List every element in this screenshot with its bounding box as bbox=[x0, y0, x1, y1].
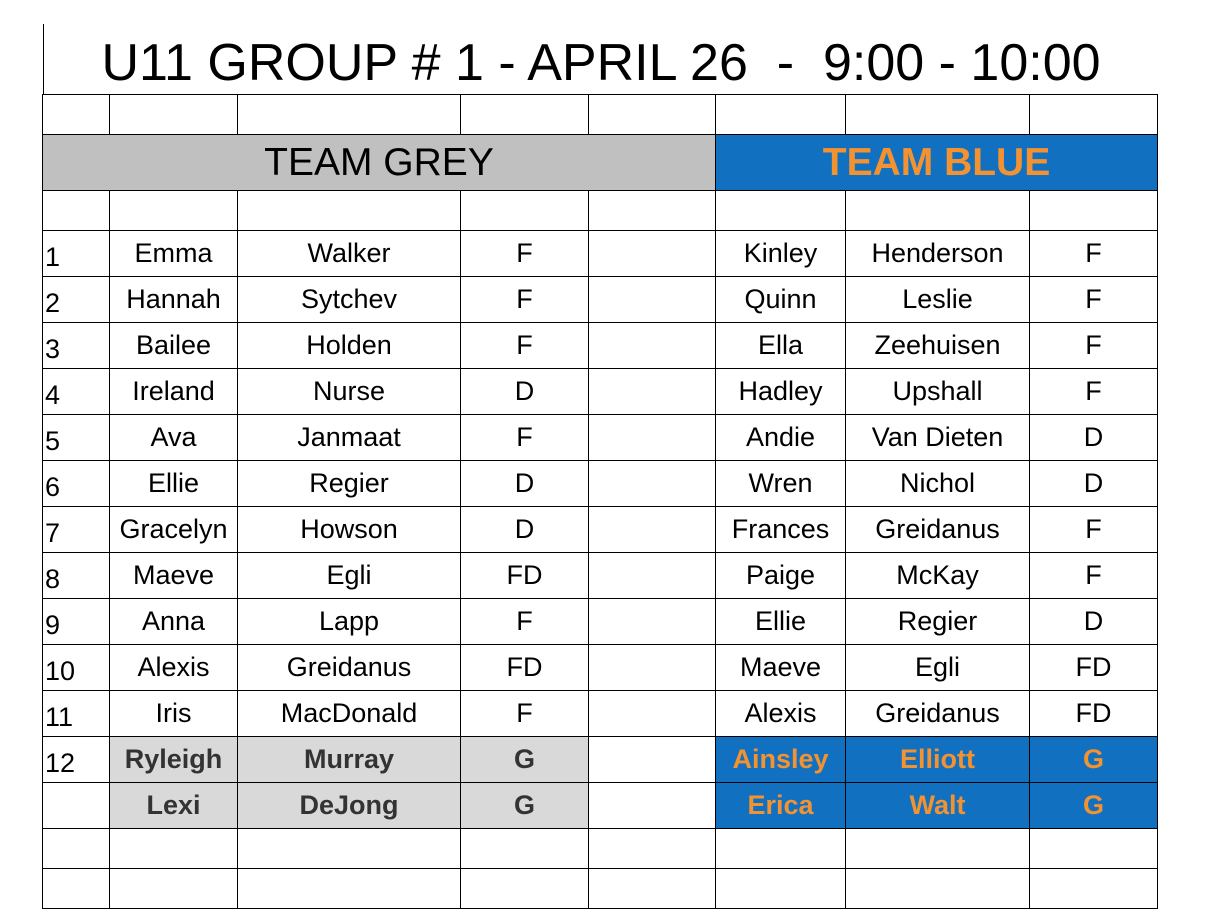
grey-position[interactable]: F bbox=[461, 599, 589, 645]
blue-last-name[interactable]: Regier bbox=[846, 599, 1030, 645]
empty-cell[interactable] bbox=[589, 323, 716, 369]
grey-last-name[interactable]: DeJong bbox=[238, 783, 461, 829]
empty-cell[interactable] bbox=[589, 231, 716, 277]
empty-cell[interactable] bbox=[589, 369, 716, 415]
row-number[interactable]: 10 bbox=[43, 645, 110, 691]
grey-first-name[interactable]: Ryleigh bbox=[110, 737, 238, 783]
blue-first-name[interactable]: Andie bbox=[716, 415, 846, 461]
player-row bbox=[43, 277, 1158, 323]
grey-last-name[interactable]: MacDonald bbox=[238, 691, 461, 737]
empty-cell[interactable] bbox=[846, 869, 1030, 909]
team-blue-header[interactable]: TEAM BLUE bbox=[716, 135, 1158, 191]
blue-first-name[interactable]: Frances bbox=[716, 507, 846, 553]
player-row bbox=[43, 645, 1158, 691]
grey-first-name[interactable]: Ireland bbox=[110, 369, 238, 415]
blue-first-name[interactable]: Paige bbox=[716, 553, 846, 599]
row-number[interactable]: 12 bbox=[43, 737, 110, 783]
empty-cell[interactable] bbox=[589, 783, 716, 829]
team-grey-header[interactable]: TEAM GREY bbox=[43, 135, 716, 191]
row-number[interactable]: 2 bbox=[43, 277, 110, 323]
empty-cell[interactable] bbox=[110, 869, 238, 909]
grey-position[interactable]: F bbox=[461, 231, 589, 277]
grey-first-name[interactable]: Bailee bbox=[110, 323, 238, 369]
blue-first-name[interactable]: Erica bbox=[716, 783, 846, 829]
row-number[interactable]: 7 bbox=[43, 507, 110, 553]
row-number[interactable] bbox=[43, 783, 110, 829]
empty-cell[interactable] bbox=[589, 553, 716, 599]
grey-position[interactable]: F bbox=[461, 323, 589, 369]
grey-last-name[interactable]: Egli bbox=[238, 553, 461, 599]
grey-first-name[interactable]: Ellie bbox=[110, 461, 238, 507]
empty-cell[interactable] bbox=[461, 829, 589, 869]
grey-first-name[interactable]: Lexi bbox=[110, 783, 238, 829]
empty-cell[interactable] bbox=[589, 737, 716, 783]
blue-first-name[interactable]: Kinley bbox=[716, 231, 846, 277]
player-row bbox=[43, 231, 1158, 277]
grey-last-name[interactable]: Sytchev bbox=[238, 277, 461, 323]
blue-first-name[interactable]: Ella bbox=[716, 323, 846, 369]
empty-cell[interactable] bbox=[110, 829, 238, 869]
empty-cell[interactable] bbox=[589, 599, 716, 645]
blue-position[interactable]: F bbox=[1030, 369, 1158, 415]
blue-position[interactable]: FD bbox=[1030, 645, 1158, 691]
grey-position[interactable]: F bbox=[461, 691, 589, 737]
blue-position[interactable]: F bbox=[1030, 277, 1158, 323]
row-number[interactable]: 6 bbox=[43, 461, 110, 507]
row-number[interactable]: 8 bbox=[43, 553, 110, 599]
grey-last-name[interactable]: Holden bbox=[238, 323, 461, 369]
blue-last-name[interactable]: Van Dieten bbox=[846, 415, 1030, 461]
empty-row bbox=[43, 869, 1158, 909]
grey-last-name[interactable]: Janmaat bbox=[238, 415, 461, 461]
blue-position[interactable]: F bbox=[1030, 553, 1158, 599]
empty-cell[interactable] bbox=[716, 829, 846, 869]
blue-last-name[interactable]: Egli bbox=[846, 645, 1030, 691]
empty-cell[interactable] bbox=[716, 869, 846, 909]
sheet-title: U11 GROUP # 1 - APRIL 26 - 9:00 - 10:00 bbox=[43, 24, 1158, 94]
roster-table bbox=[42, 94, 1158, 909]
blue-position[interactable]: G bbox=[1030, 783, 1158, 829]
row-number[interactable]: 9 bbox=[43, 599, 110, 645]
empty-cell[interactable] bbox=[589, 461, 716, 507]
grey-position[interactable]: FD bbox=[461, 553, 589, 599]
empty-row bbox=[43, 191, 1158, 231]
empty-cell[interactable] bbox=[43, 829, 110, 869]
grey-position[interactable]: D bbox=[461, 461, 589, 507]
blue-position[interactable]: F bbox=[1030, 323, 1158, 369]
empty-cell[interactable] bbox=[238, 829, 461, 869]
player-row bbox=[43, 461, 1158, 507]
player-row bbox=[43, 599, 1158, 645]
grey-first-name[interactable]: Gracelyn bbox=[110, 507, 238, 553]
grey-last-name[interactable]: Greidanus bbox=[238, 645, 461, 691]
empty-cell[interactable] bbox=[589, 869, 716, 909]
blue-last-name[interactable]: Leslie bbox=[846, 277, 1030, 323]
empty-cell[interactable] bbox=[238, 869, 461, 909]
blue-first-name[interactable]: Maeve bbox=[716, 645, 846, 691]
grey-position[interactable]: F bbox=[461, 415, 589, 461]
grey-first-name[interactable]: Iris bbox=[110, 691, 238, 737]
blue-position[interactable]: F bbox=[1030, 231, 1158, 277]
row-number[interactable]: 5 bbox=[43, 415, 110, 461]
grey-last-name[interactable]: Regier bbox=[238, 461, 461, 507]
blue-position[interactable]: FD bbox=[1030, 691, 1158, 737]
blue-first-name[interactable]: Alexis bbox=[716, 691, 846, 737]
player-row bbox=[43, 691, 1158, 737]
grey-first-name[interactable]: Ava bbox=[110, 415, 238, 461]
blue-position[interactable]: D bbox=[1030, 461, 1158, 507]
blue-position[interactable]: D bbox=[1030, 599, 1158, 645]
blue-position[interactable]: G bbox=[1030, 737, 1158, 783]
goalie-row bbox=[43, 783, 1158, 829]
grey-position[interactable]: D bbox=[461, 369, 589, 415]
blue-first-name[interactable]: Hadley bbox=[716, 369, 846, 415]
empty-cell[interactable] bbox=[846, 829, 1030, 869]
row-number[interactable]: 11 bbox=[43, 691, 110, 737]
blue-last-name[interactable]: Henderson bbox=[846, 231, 1030, 277]
blue-last-name[interactable]: Walt bbox=[846, 783, 1030, 829]
team-header-row bbox=[43, 135, 1158, 191]
player-row bbox=[43, 415, 1158, 461]
blue-last-name[interactable]: Upshall bbox=[846, 369, 1030, 415]
blue-position[interactable]: D bbox=[1030, 415, 1158, 461]
empty-row bbox=[43, 829, 1158, 869]
player-row bbox=[43, 323, 1158, 369]
row-number[interactable]: 4 bbox=[43, 369, 110, 415]
empty-cell[interactable] bbox=[589, 415, 716, 461]
grey-position[interactable]: G bbox=[461, 783, 589, 829]
grey-position[interactable]: F bbox=[461, 277, 589, 323]
empty-row bbox=[43, 95, 1158, 135]
grey-last-name[interactable]: Nurse bbox=[238, 369, 461, 415]
empty-cell[interactable] bbox=[589, 645, 716, 691]
grey-last-name[interactable]: Murray bbox=[238, 737, 461, 783]
goalie-row bbox=[43, 737, 1158, 783]
blue-last-name[interactable]: Greidanus bbox=[846, 507, 1030, 553]
blue-last-name[interactable]: Greidanus bbox=[846, 691, 1030, 737]
grey-first-name[interactable]: Alexis bbox=[110, 645, 238, 691]
empty-cell[interactable] bbox=[589, 507, 716, 553]
player-row bbox=[43, 553, 1158, 599]
blue-last-name[interactable]: Nichol bbox=[846, 461, 1030, 507]
grey-position[interactable]: FD bbox=[461, 645, 589, 691]
grey-first-name[interactable]: Emma bbox=[110, 231, 238, 277]
empty-cell[interactable] bbox=[1030, 869, 1158, 909]
empty-cell[interactable] bbox=[589, 829, 716, 869]
blue-last-name[interactable]: McKay bbox=[846, 553, 1030, 599]
blue-position[interactable]: F bbox=[1030, 507, 1158, 553]
empty-cell[interactable] bbox=[589, 691, 716, 737]
grey-last-name[interactable]: Walker bbox=[238, 231, 461, 277]
player-row bbox=[43, 507, 1158, 553]
empty-cell[interactable] bbox=[461, 869, 589, 909]
empty-cell[interactable] bbox=[589, 277, 716, 323]
player-row bbox=[43, 369, 1158, 415]
row-number[interactable]: 3 bbox=[43, 323, 110, 369]
grey-last-name[interactable]: Howson bbox=[238, 507, 461, 553]
grey-last-name[interactable]: Lapp bbox=[238, 599, 461, 645]
grey-first-name[interactable]: Anna bbox=[110, 599, 238, 645]
blue-last-name[interactable]: Elliott bbox=[846, 737, 1030, 783]
grey-position[interactable]: G bbox=[461, 737, 589, 783]
row-number[interactable]: 1 bbox=[43, 231, 110, 277]
blue-first-name[interactable]: Ellie bbox=[716, 599, 846, 645]
empty-cell[interactable] bbox=[1030, 829, 1158, 869]
blue-first-name[interactable]: Quinn bbox=[716, 277, 846, 323]
blue-first-name[interactable]: Wren bbox=[716, 461, 846, 507]
grey-position[interactable]: D bbox=[461, 507, 589, 553]
blue-last-name[interactable]: Zeehuisen bbox=[846, 323, 1030, 369]
grey-first-name[interactable]: Maeve bbox=[110, 553, 238, 599]
blue-first-name[interactable]: Ainsley bbox=[716, 737, 846, 783]
grey-first-name[interactable]: Hannah bbox=[110, 277, 238, 323]
empty-cell[interactable] bbox=[43, 869, 110, 909]
